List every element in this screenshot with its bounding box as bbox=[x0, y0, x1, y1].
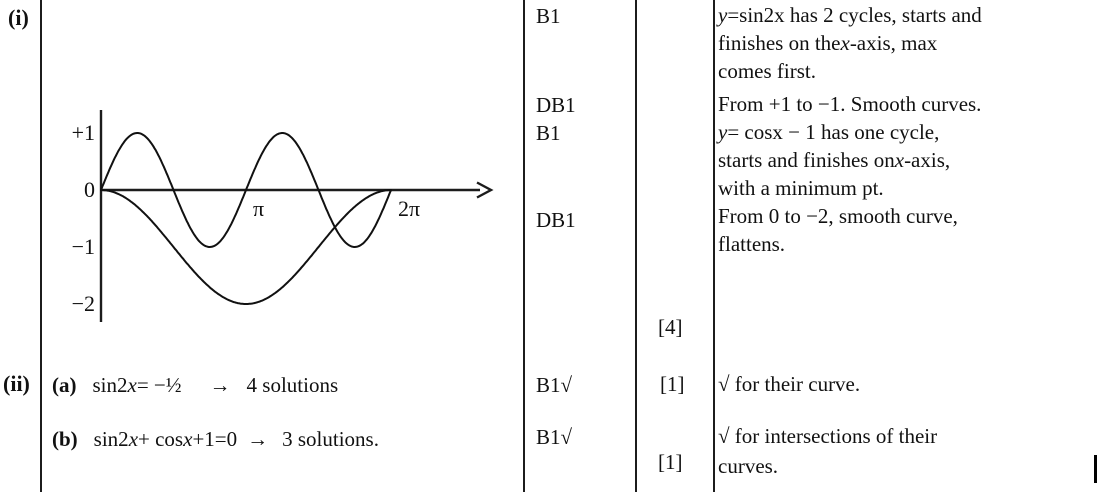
mark-code: B1 bbox=[536, 4, 561, 28]
total-marks: [1] bbox=[660, 372, 685, 396]
total-marks: [4] bbox=[658, 315, 683, 339]
text-segment: From 0 to −2, smooth curve, bbox=[718, 204, 958, 228]
text-segment: +1=0 bbox=[192, 427, 238, 451]
text-segment: sin2 bbox=[93, 427, 129, 451]
text-segment: x bbox=[840, 31, 850, 55]
curves-group bbox=[101, 133, 391, 304]
comment-line bbox=[718, 3, 982, 27]
x-tick-label: 2π bbox=[398, 196, 421, 221]
text-segment: = cosx − 1 has one cycle, bbox=[727, 120, 940, 144]
text-segment: (b) bbox=[52, 427, 78, 451]
part-label-i: (i) bbox=[8, 5, 29, 30]
comment-line bbox=[718, 424, 937, 448]
comment-line bbox=[718, 232, 785, 256]
text-segment: 4 solutions bbox=[246, 373, 339, 397]
part-label-ii: (ii) bbox=[3, 371, 30, 396]
text-segment: x bbox=[128, 427, 139, 451]
text-segment: curves. bbox=[718, 454, 779, 478]
text-segment: From +1 to −1. Smooth curves. bbox=[718, 92, 982, 116]
comment-line bbox=[718, 176, 884, 200]
mark-code: DB1 bbox=[536, 93, 576, 117]
text-segment: sin2 bbox=[92, 373, 128, 397]
comment-line bbox=[718, 204, 958, 228]
text-segment: 3 solutions. bbox=[282, 427, 379, 451]
comment-line bbox=[718, 454, 778, 478]
text-segment: finishes on the bbox=[718, 31, 841, 55]
x-tick-label: π bbox=[253, 196, 265, 221]
text-segment: comes first. bbox=[718, 59, 816, 83]
text-segment: x bbox=[127, 373, 137, 397]
total-marks: [1] bbox=[658, 450, 683, 474]
text-segment: -axis, bbox=[904, 148, 951, 172]
text-segment: + cos bbox=[138, 427, 184, 451]
text-segment: → bbox=[247, 427, 269, 451]
text-segment: = −½ bbox=[136, 373, 182, 397]
text-segment: √ for intersections of their bbox=[718, 424, 938, 448]
comment-line bbox=[718, 31, 937, 55]
mark-code: DB1 bbox=[536, 208, 576, 232]
text-segment: → bbox=[209, 373, 231, 397]
text-segment: y bbox=[718, 120, 728, 144]
comment-line bbox=[718, 372, 860, 396]
text-segment: starts and finishes on bbox=[718, 148, 895, 172]
comment-line bbox=[718, 59, 816, 83]
text-cursor[interactable] bbox=[1094, 455, 1097, 483]
mark-code: B1√ bbox=[536, 373, 573, 397]
text-segment: -axis, max bbox=[849, 31, 938, 55]
y-tick-label: +1 bbox=[71, 120, 95, 145]
y-tick-label: 0 bbox=[84, 177, 95, 202]
curve-cosx_minus_1 bbox=[101, 190, 391, 304]
comment-line bbox=[718, 120, 939, 144]
mark-code: B1 bbox=[536, 121, 561, 145]
text-segment: (a) bbox=[52, 373, 77, 397]
working-row-a bbox=[52, 373, 338, 397]
text-segment: √ for their curve. bbox=[718, 372, 861, 396]
text-segment: x bbox=[894, 148, 905, 172]
y-tick-label: −2 bbox=[71, 291, 95, 316]
mark-code: B1√ bbox=[536, 425, 573, 449]
y-tick-label: −1 bbox=[71, 234, 95, 259]
comment-line bbox=[718, 148, 950, 172]
text-segment: flattens. bbox=[718, 232, 786, 256]
comment-line bbox=[718, 92, 981, 116]
text-segment: =sin2x has 2 cycles, starts and bbox=[727, 3, 982, 27]
working-row-b bbox=[52, 427, 379, 451]
text-segment: x bbox=[183, 427, 193, 451]
text-segment: y bbox=[718, 3, 728, 27]
tick-labels-group bbox=[72, 120, 421, 316]
text-segment: with a minimum pt. bbox=[718, 176, 884, 200]
